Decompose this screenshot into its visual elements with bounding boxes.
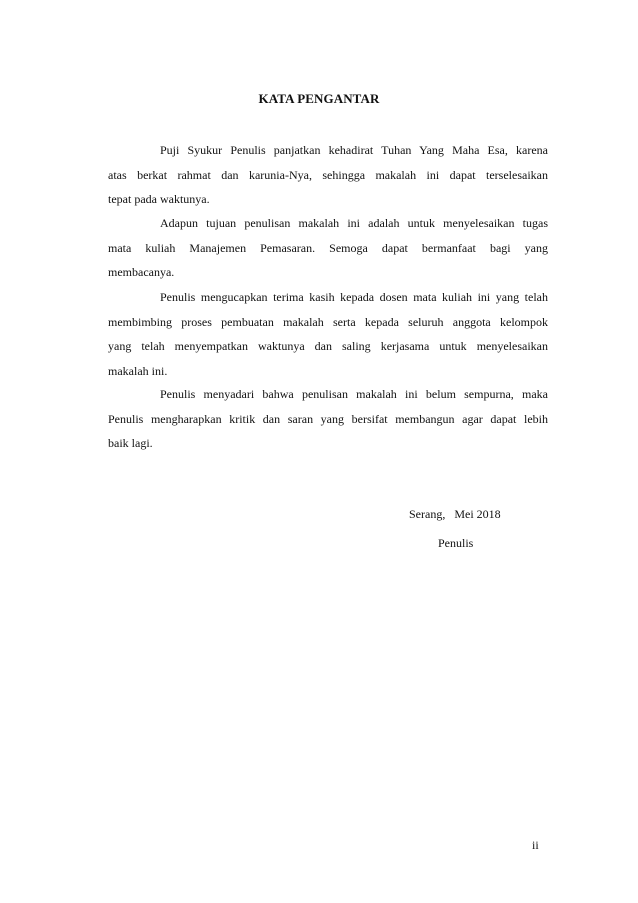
paragraph-line: membimbing proses pembuatan makalah serta kepada seluruh anggota kelompok (108, 314, 548, 329)
paragraph-line: Adapun tujuan penulisan makalah ini adalah untuk menyelesaikan tugas (160, 216, 548, 230)
paragraph-2 (108, 211, 548, 285)
signer-name: Penulis (438, 536, 474, 550)
page-number: ii (532, 838, 539, 852)
place-date: Serang, Mei 2018 (409, 507, 501, 521)
paragraph-line: atas berkat rahmat dan karunia-Nya, sehingga makalah ini dapat terselesaikan (108, 167, 548, 182)
paragraph-3 (108, 285, 548, 383)
page-title: KATA PENGANTAR (258, 91, 380, 106)
paragraph-line: membacanya. (108, 265, 175, 279)
paragraph-4 (108, 382, 548, 456)
paragraph-1 (108, 138, 548, 212)
paragraph-line: mata kuliah Manajemen Pemasaran. Semoga dapat bermanfaat bagi yang (108, 240, 548, 255)
paragraph-line: makalah ini. (108, 363, 168, 378)
paragraph-line: Penulis mengucapkan terima kasih kepada dosen mata kuliah ini yang telah (160, 290, 548, 304)
paragraph-line: yang telah menyempatkan waktunya dan saling kerjasama untuk menyelesaikan (108, 339, 548, 353)
paragraph-line: tepat pada waktunya. (108, 192, 210, 206)
paragraph-line: baik lagi. (108, 436, 153, 450)
paragraph-line: Penulis menyadari bahwa penulisan makalah ini belum sempurna, maka (160, 387, 548, 401)
paragraph-line: Puji Syukur Penulis panjatkan kehadirat Tuhan Yang Maha Esa, karena (160, 143, 548, 157)
paragraph-line: Penulis mengharapkan kritik dan saran yang bersifat membangun agar dapat lebih (108, 411, 548, 426)
